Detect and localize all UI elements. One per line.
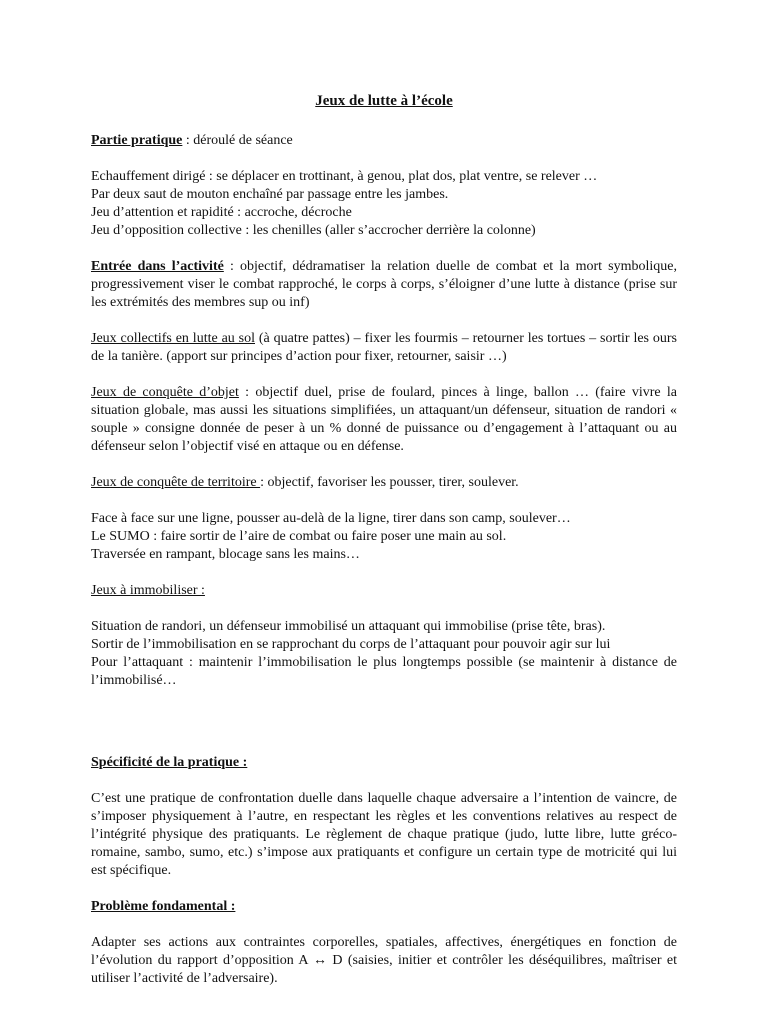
territoire-item-2: Le SUMO : faire sortir de l’aire de combat ou faire poser une main au sol.	[91, 529, 507, 544]
warmup-line-3: Jeu d’attention et rapidité : accroche, décroche	[91, 205, 352, 220]
specificite-paragraph: C’est une pratique de confrontation duelle dans laquelle chaque adversaire a l’intention de vaincre, de s’imposer physiquement à l’autre, en respectant les règles et les conventions relatives au respect de l’intégrité physique des pratiquants. Le règlement de chaque pratique (judo, lutte libre, lutte gréco-romaine, sambo, sumo, etc.) s’impose aux pratiquants et configure un certain type de motricité qui lui est spécifique.	[91, 791, 677, 878]
immobiliser-item-1: Situation de randori, un défenseur immobilisé un attaquant qui immobilise (prise tête, bras).	[91, 619, 606, 634]
partie-pratique-heading: Partie pratique	[91, 133, 183, 148]
entree-paragraph	[91, 258, 677, 312]
territoire-item-1: Face à face sur une ligne, pousser au-delà de la ligne, tirer dans son camp, soulever…	[91, 511, 571, 526]
entree-text: : objectif, dédramatiser la relation duelle de combat et la mort symbolique, progressivement viser le combat rapproché, le corps à corps, s’éloigner d’une lutte à distance (prise sur les extrémités des membres sup ou inf)	[91, 259, 677, 310]
territoire-paragraph	[91, 474, 677, 492]
partie-pratique-text: : déroulé de séance	[182, 133, 293, 148]
document-title: Jeux de lutte à l’école	[315, 93, 453, 109]
warmup-line-4: Jeu d’opposition collective : les chenilles (aller s’accrocher derrière la colonne)	[91, 223, 536, 238]
objet-paragraph	[91, 384, 677, 456]
specificite-heading-line	[91, 754, 677, 772]
partie-pratique-line	[91, 132, 677, 150]
warmup-line-1: Echauffement dirigé : se déplacer en trottinant, à genou, plat dos, plat ventre, se relever …	[91, 169, 598, 184]
collectifs-paragraph	[91, 330, 677, 366]
territoire-text: : objectif, favoriser les pousser, tirer, soulever.	[260, 475, 519, 490]
collectifs-heading: Jeux collectifs en lutte au sol	[91, 331, 255, 346]
immobiliser-item-2: Sortir de l’immobilisation en se rapprochant du corps de l’attaquant pour pouvoir agir sur lui	[91, 637, 611, 652]
entree-heading: Entrée dans l’activité	[91, 259, 224, 274]
territoire-heading: Jeux de conquête de territoire	[91, 475, 261, 490]
immobiliser-heading-line	[91, 582, 677, 600]
probleme-heading-line	[91, 898, 677, 916]
territoire-item-3: Traversée en rampant, blocage sans les mains…	[91, 547, 360, 562]
immobiliser-item-3: Pour l’attaquant : maintenir l’immobilisation le plus longtemps possible (se maintenir à distance de l’immobilisé…	[91, 655, 677, 688]
specificite-heading: Spécificité de la pratique :	[91, 755, 248, 770]
warmup-line-2: Par deux saut de mouton enchaîné par passage entre les jambes.	[91, 187, 449, 202]
probleme-paragraph: Adapter ses actions aux contraintes corporelles, spatiales, affectives, énergétiques en fonction de l’évolution du rapport d’opposition A ↔ D (saisies, initier et contrôler les déséquilibres, maîtriser et utiliser l’activité de l’adversaire).	[91, 935, 677, 986]
probleme-heading: Problème fondamental :	[91, 899, 236, 914]
immobiliser-heading: Jeux à immobiliser :	[91, 583, 205, 598]
objet-heading: Jeux de conquête d’objet	[91, 385, 239, 400]
collectifs-text: (à quatre pattes) – fixer les fourmis – retourner les tortues – sortir les ours de la tanière. (apport sur principes d’action pour fixer, retourner, saisir …)	[91, 331, 677, 364]
objet-text: : objectif duel, prise de foulard, pinces à linge, ballon … (faire vivre la situation globale, mas aussi les situations simplifiées, un attaquant/un défenseur, situation de randori « souple » consigne donnée de peser à un % donné de puissance ou d’engagement à l’attaquant ou au défenseur selon l’objectif visé en attaque ou en défense.	[91, 385, 677, 454]
